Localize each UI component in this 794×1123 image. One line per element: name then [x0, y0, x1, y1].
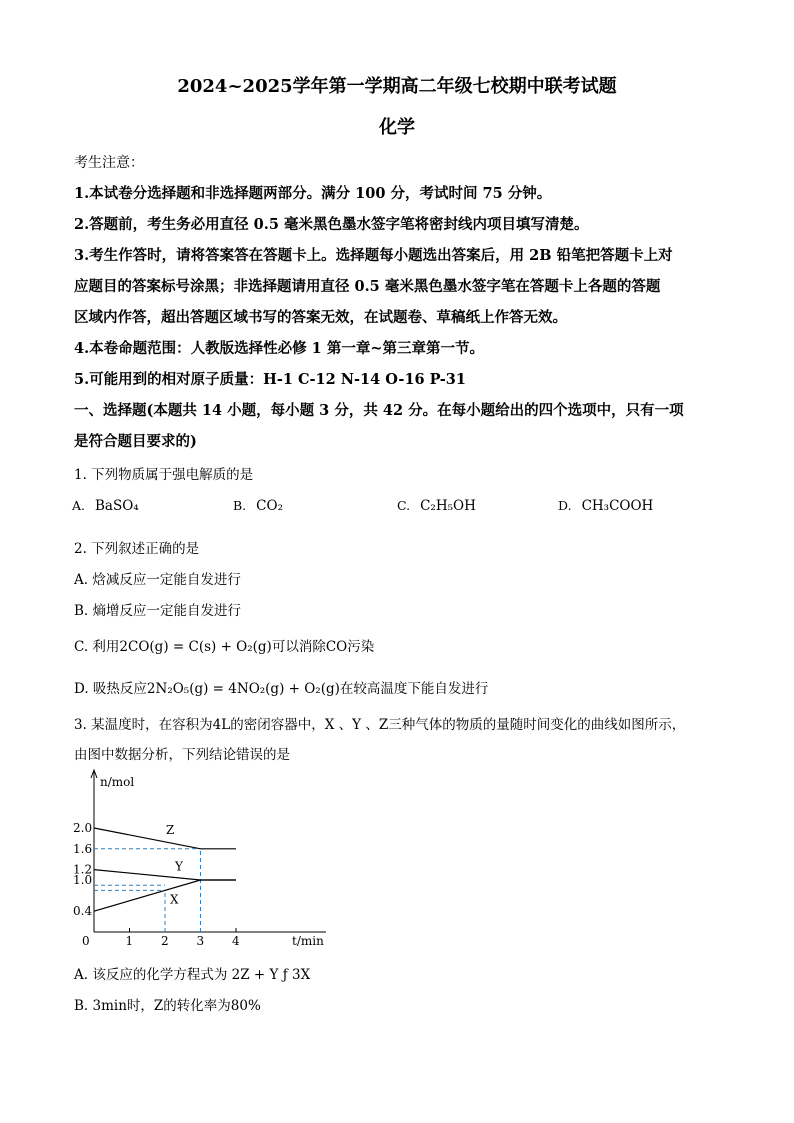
notice-item: 4.本卷命题范围：人教版选择性必修 1 第一章~第三章第一节。 [74, 340, 484, 357]
exam-title: 2024~2025学年第一学期高二年级七校期中联考试题 [177, 76, 617, 97]
section-heading-cont: 是符合题目要求的) [74, 433, 197, 450]
notice-item: 应题目的答案标号涂黑；非选择题请用直径 0.5 毫米黑色墨水签字笔在答题卡上各题的答题 [74, 278, 661, 295]
y-tick-label: 1.6 [73, 841, 93, 856]
option-text: C₂H₅OH [420, 498, 476, 514]
x-tick-label: 1 [125, 934, 134, 948]
x-tick-label: 4 [232, 934, 240, 948]
x-tick-label: 2 [161, 934, 169, 948]
notice-item: 1.本试卷分选择题和非选择题两部分。满分 100 分，考试时间 75 分钟。 [74, 185, 552, 202]
q2-option-d: D. 吸热反应2N₂O₅(g) = 4NO₂(g) + O₂(g)在较高温度下能自发进行 [74, 681, 489, 697]
q3-option-b: B. 3min时，Z的转化率为80% [74, 998, 261, 1014]
y-tick-label: 1.0 [73, 873, 93, 887]
x-axis-label: t/min [292, 934, 324, 948]
series-label-x: X [170, 892, 179, 907]
y-axis-label: n/mol [100, 775, 135, 789]
series-label-y: Y [175, 859, 183, 874]
q1-option-d [558, 498, 653, 514]
section-heading: 一、选择题(本题共 14 小题，每小题 3 分，共 42 分。在每小题给出的四个选项中，只有一项 [74, 402, 684, 419]
subject-title: 化学 [379, 117, 415, 138]
option-letter: C. [397, 498, 411, 513]
option-letter: D. [558, 498, 572, 513]
option-text: CO₂ [256, 498, 283, 514]
series-line-y [94, 870, 236, 880]
q1-option-b [233, 498, 283, 514]
mole-time-chart [58, 762, 358, 954]
notice-item: 2.答题前，考生务必用直径 0.5 毫米黑色墨水签字笔将密封线内项目填写清楚。 [74, 216, 589, 233]
question-3-stem: 3. 某温度时，在容积为4L的密闭容器中，X 、Y 、Z三种气体的物质的量随时间变化的曲线如图所示， [74, 717, 686, 733]
q2-option-a: A. 焓减反应一定能自发进行 [74, 572, 241, 588]
notice-heading: 考生注意： [74, 155, 144, 171]
option-letter: A. [72, 498, 86, 513]
y-tick-label: 1.2 [73, 862, 93, 877]
y-tick-label: 2.0 [73, 821, 93, 835]
y-tick-label: 0.4 [73, 904, 93, 919]
notice-item: 3.考生作答时，请将答案答在答题卡上。选择题每小题选出答案后，用 2B 铅笔把答题卡上对 [74, 247, 673, 264]
q3-option-a: A. 该反应的化学方程式为 2Z + Y ƒ 3X [74, 967, 311, 983]
q1-option-a [72, 498, 139, 514]
question-3-stem-cont: 由图中数据分析，下列结论错误的是 [74, 747, 290, 763]
option-letter: B. [233, 498, 247, 513]
q1-option-c [397, 498, 476, 514]
q2-option-c: C. 利用2CO(g) = C(s) + O₂(g)可以消除CO污染 [74, 639, 375, 655]
x-tick-label: 0 [82, 934, 90, 948]
notice-item: 5.可能用到的相对原子质量：H-1 C-12 N-14 O-16 P-31 [74, 371, 466, 388]
question-1-stem: 1. 下列物质属于强电解质的是 [74, 467, 254, 483]
series-line-z [94, 828, 236, 849]
x-tick-label: 3 [196, 934, 205, 948]
series-label-z: Z [166, 823, 175, 838]
option-text: CH₃COOH [581, 498, 654, 514]
option-text: BaSO₄ [95, 498, 139, 514]
q2-option-b: B. 熵增反应一定能自发进行 [74, 603, 242, 619]
question-2-stem: 2. 下列叙述正确的是 [74, 541, 200, 557]
notice-item: 区域内作答，超出答题区域书写的答案无效，在试题卷、草稿纸上作答无效。 [74, 309, 567, 326]
